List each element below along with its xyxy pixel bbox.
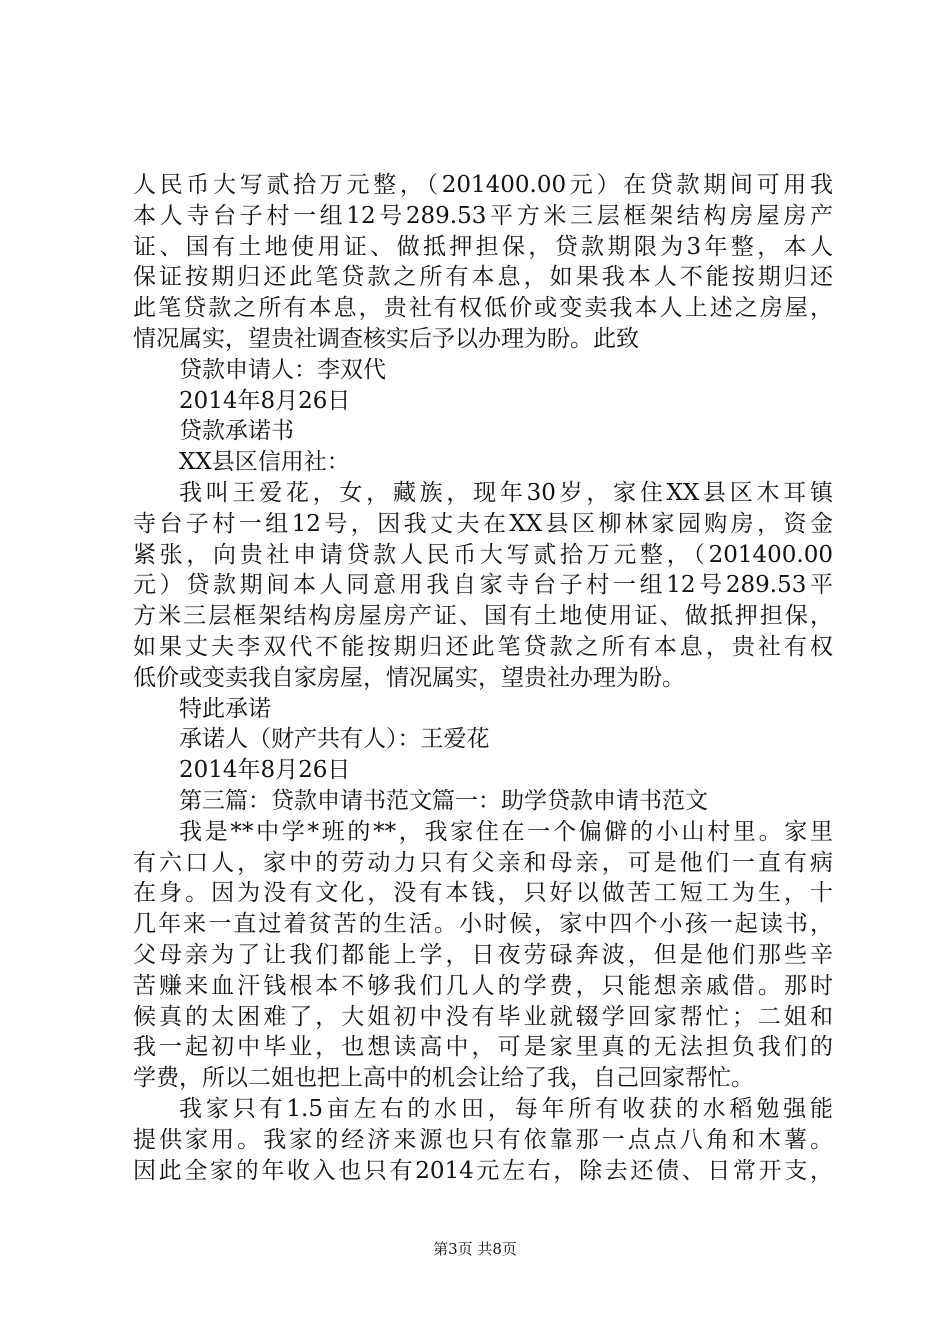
text-line: 因此全家的年收入也只有2014元左右，除去还债、日常开支， xyxy=(133,1157,833,1184)
text-line: 如果丈夫李双代不能按期归还此笔贷款之所有本息，贵社有权 xyxy=(133,633,833,660)
text-line: 情况属实，望贵社调查核实后予以办理为盼。此致 xyxy=(133,325,639,352)
text-line: 几年来一直过着贫苦的生活。小时候，家中四个小孩一起读书， xyxy=(133,911,833,938)
text-line: 此笔贷款之所有本息，贵社有权低价或变卖我本人上述之房屋， xyxy=(133,295,833,322)
text-line: 2014年8月26日 xyxy=(179,757,351,784)
text-line: 2014年8月26日 xyxy=(179,387,351,414)
text-line: 提供家用。我家的经济来源也只有依靠那一点点八角和木薯。 xyxy=(133,1126,833,1153)
text-line: XX县区信用社： xyxy=(179,449,350,476)
text-line: 特此承诺 xyxy=(179,695,271,722)
text-line: 紧张，向贵社申请贷款人民币大写贰拾万元整，（201400.00 xyxy=(133,541,833,568)
text-line: 学费，所以二姐也把上高中的机会让给了我，自己回家帮忙。 xyxy=(133,1065,754,1092)
text-line: 证、国有土地使用证、做抵押担保，贷款期限为3年整，本人 xyxy=(133,233,833,260)
text-line: 我一起初中毕业，也想读高中，可是家里真的无法担负我们的 xyxy=(133,1034,833,1061)
text-line: 低价或变卖我自家房屋，情况属实，望贵社办理为盼。 xyxy=(133,664,685,691)
text-line: 方米三层框架结构房屋房产证、国有土地使用证、做抵押担保， xyxy=(133,603,833,630)
text-line: 承诺人（财产共有人）：王爱花 xyxy=(179,726,490,753)
page-footer: 第3页 共8页 xyxy=(433,1240,517,1258)
text-line: 贷款申请人：李双代 xyxy=(179,356,386,383)
text-line: 苦赚来血汗钱根本不够我们几人的学费，只能想亲戚借。那时 xyxy=(133,972,833,999)
text-line: 元）贷款期间本人同意用我自家寺台子村一组12号289.53平 xyxy=(133,572,833,599)
text-line: 本人寺台子村一组12号289.53平方米三层框架结构房屋房产 xyxy=(133,202,833,229)
text-line: 贷款承诺书 xyxy=(179,418,294,445)
text-line: 我叫王爱花，女，藏族，现年30岁，家住XX县区木耳镇 xyxy=(179,479,833,506)
text-line: 父母亲为了让我们都能上学，日夜劳碌奔波，但是他们那些辛 xyxy=(133,941,833,968)
text-line: 有六口人，家中的劳动力只有父亲和母亲，可是他们一直有病 xyxy=(133,849,833,876)
text-line: 寺台子村一组12号，因我丈夫在XX县区柳林家园购房，资金 xyxy=(133,510,833,537)
document-body xyxy=(133,170,833,1186)
text-line: 我家只有1.5亩左右的水田，每年所有收获的水稻勉强能 xyxy=(179,1095,833,1122)
text-line: 在身。因为没有文化，没有本钱，只好以做苦工短工为生，十 xyxy=(133,880,833,907)
text-line: 我是**中学*班的**，我家住在一个偏僻的小山村里。家里 xyxy=(179,818,833,845)
text-line: 候真的太困难了，大姐初中没有毕业就辍学回家帮忙；二姐和 xyxy=(133,1003,833,1030)
text-line: 第三篇：贷款申请书范文篇一：助学贷款申请书范文 xyxy=(179,787,708,814)
text-line: 人民币大写贰拾万元整，（201400.00元）在贷款期间可用我 xyxy=(133,172,833,198)
text-line: 保证按期归还此笔贷款之所有本息，如果我本人不能按期归还 xyxy=(133,264,833,291)
